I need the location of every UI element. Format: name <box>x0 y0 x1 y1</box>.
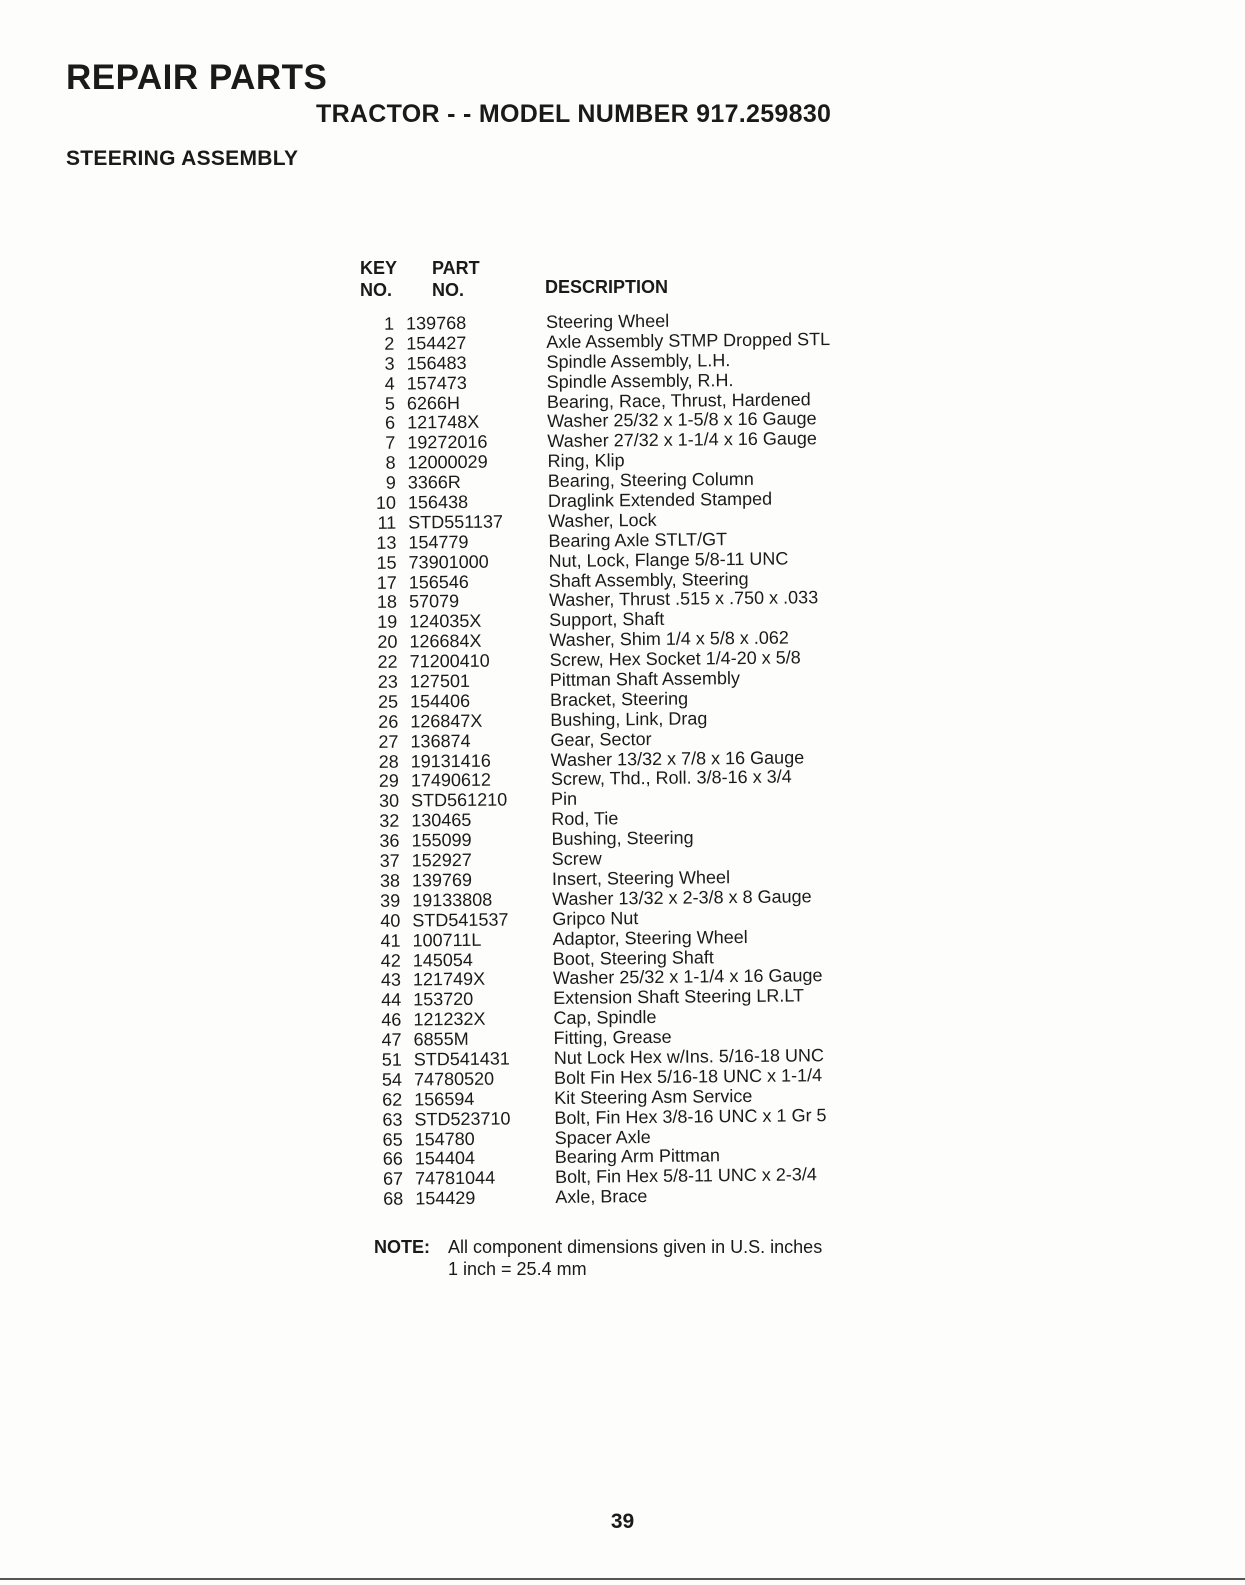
part-key: 26 <box>378 711 399 732</box>
part-key: 13 <box>376 532 397 553</box>
part-number: STD561210 <box>410 789 508 811</box>
part-key: 29 <box>378 771 399 792</box>
parts-row <box>369 1183 909 1209</box>
part-description: Washer, Lock <box>548 509 657 531</box>
part-description: Spindle Assembly, L.H. <box>546 349 731 372</box>
part-number: 19131416 <box>410 750 491 772</box>
part-description: Washer 25/32 x 1-1/4 x 16 Gauge <box>552 965 823 989</box>
part-description: Screw, Thd., Roll. 3/8-16 x 3/4 <box>550 766 792 790</box>
part-number: 154406 <box>409 690 471 712</box>
part-key: 44 <box>381 989 402 1011</box>
part-number: 139768 <box>405 312 467 334</box>
part-description: Gear, Sector <box>550 728 652 750</box>
part-key: 7 <box>385 432 396 454</box>
part-key: 3 <box>384 353 395 374</box>
part-description: Axle, Brace <box>555 1186 648 1208</box>
part-key: 25 <box>377 691 399 712</box>
part-number: 100711L <box>412 929 482 951</box>
part-description: Bolt, Fin Hex 5/8-11 UNC x 2-3/4 <box>554 1164 817 1188</box>
part-number: 6266H <box>406 392 461 414</box>
part-key: 2 <box>384 333 395 354</box>
part-description: Bolt, Fin Hex 3/8-16 UNC x 1 Gr 5 <box>554 1104 827 1128</box>
part-key: 18 <box>376 592 398 613</box>
part-description: Extension Shaft Steering LR.LT <box>553 985 805 1009</box>
part-key: 51 <box>381 1049 402 1070</box>
part-number: STD541537 <box>412 909 509 931</box>
part-number: 19272016 <box>407 432 488 453</box>
note-line2: 1 inch = 25.4 mm <box>448 1259 587 1279</box>
part-number: 57079 <box>408 591 460 612</box>
part-description: Nut Lock Hex w/Ins. 5/16-18 UNC <box>553 1045 825 1068</box>
part-key: 68 <box>383 1188 404 1209</box>
part-number: STD523710 <box>414 1108 511 1130</box>
part-description: Insert, Steering Wheel <box>551 867 731 889</box>
column-header-key-line2: NO. <box>360 280 393 300</box>
part-number: 19133808 <box>412 889 493 911</box>
part-description: Bracket, Steering <box>549 688 689 710</box>
section-heading: STEERING ASSEMBLY <box>66 147 299 170</box>
part-number: 156546 <box>408 571 469 593</box>
part-key: 8 <box>385 452 396 473</box>
column-header-key <box>360 257 397 301</box>
part-description: Washer 25/32 x 1-5/8 x 16 Gauge <box>547 408 817 432</box>
part-key: 67 <box>382 1168 404 1190</box>
part-description: Bearing, Steering Column <box>547 469 754 492</box>
part-number: 156594 <box>414 1088 475 1110</box>
part-number: 139769 <box>411 869 473 891</box>
part-number: 136874 <box>410 730 471 752</box>
part-description: Axle Assembly STMP Dropped STL <box>546 328 831 352</box>
part-number: 156438 <box>407 491 469 513</box>
part-description: Screw, Hex Socket 1/4-20 x 5/8 <box>549 647 801 671</box>
part-number: 17490612 <box>410 770 492 791</box>
part-key: 9 <box>385 472 396 493</box>
column-header-part <box>432 257 480 301</box>
part-number: 73901000 <box>408 551 489 573</box>
part-number: 121748X <box>407 412 480 433</box>
part-number: 154780 <box>414 1128 475 1149</box>
part-number: 145054 <box>412 949 473 970</box>
part-description: Support, Shaft <box>549 609 665 631</box>
part-key: 28 <box>378 751 399 772</box>
part-key: 23 <box>377 671 398 692</box>
part-key: 38 <box>379 870 401 891</box>
part-key: 63 <box>382 1109 403 1130</box>
part-key: 36 <box>379 830 400 851</box>
part-key: 20 <box>377 631 398 653</box>
column-header-part-line2: NO. <box>432 280 465 300</box>
note <box>374 1236 822 1280</box>
part-key: 40 <box>380 910 401 931</box>
part-number: 126847X <box>410 710 483 732</box>
note-line1: All component dimensions given in U.S. inches <box>448 1237 823 1257</box>
model-heading: TRACTOR - - MODEL NUMBER 917.259830 <box>316 100 832 128</box>
part-description: Ring, Klip <box>547 450 625 472</box>
part-number: 74780520 <box>413 1068 495 1090</box>
part-description: Washer 27/32 x 1-1/4 x 16 Gauge <box>547 428 817 452</box>
bottom-rule <box>0 1578 1245 1580</box>
part-number: 157473 <box>406 372 467 394</box>
part-key: 19 <box>377 611 398 633</box>
part-description: Nut, Lock, Flange 5/8-11 UNC <box>548 548 789 571</box>
part-key: 27 <box>378 731 399 752</box>
part-key: 47 <box>381 1029 402 1050</box>
part-description: Fitting, Grease <box>553 1026 672 1049</box>
part-key: 30 <box>378 790 400 812</box>
part-key: 65 <box>382 1129 403 1150</box>
part-description: Washer, Shim 1/4 x 5/8 x .062 <box>549 627 789 651</box>
part-description: Boot, Steering Shaft <box>552 946 714 969</box>
part-key: 42 <box>380 950 401 971</box>
part-key: 10 <box>375 492 397 513</box>
part-key: 54 <box>381 1069 403 1090</box>
part-key: 22 <box>377 651 398 672</box>
part-number: 124035X <box>409 611 482 632</box>
part-number: 74781044 <box>414 1167 496 1189</box>
part-description: Cap, Spindle <box>553 1007 657 1029</box>
column-header-description: DESCRIPTION <box>545 277 669 297</box>
part-key: 15 <box>376 552 397 573</box>
part-description: Pin <box>550 789 578 810</box>
part-number: 6855M <box>413 1028 469 1050</box>
part-description: Washer 13/32 x 2-3/8 x 8 Gauge <box>552 886 812 909</box>
part-description: Rod, Tie <box>551 808 619 830</box>
part-key: 5 <box>384 393 396 414</box>
part-number: 154779 <box>408 531 469 553</box>
part-key: 17 <box>376 572 397 593</box>
part-description: Bushing, Steering <box>551 827 694 850</box>
part-number: 121232X <box>413 1008 486 1030</box>
part-description: Spacer Axle <box>554 1126 651 1148</box>
part-description: Pittman Shaft Assembly <box>549 668 741 691</box>
column-header-part-line1: PART <box>432 258 480 278</box>
part-key: 46 <box>381 1009 402 1030</box>
part-description: Spindle Assembly, R.H. <box>546 369 734 392</box>
part-key: 32 <box>379 810 400 832</box>
part-number: 3366R <box>407 472 461 493</box>
part-key: 1 <box>383 313 395 334</box>
part-description: Shaft Assembly, Steering <box>548 568 749 591</box>
part-key: 6 <box>385 413 396 434</box>
part-key: 43 <box>380 969 402 991</box>
part-key: 66 <box>382 1149 403 1170</box>
part-description: Bearing Arm Pittman <box>554 1145 721 1168</box>
part-description: Bushing, Link, Drag <box>550 708 708 730</box>
part-number: 154427 <box>406 332 467 354</box>
part-key: 39 <box>380 890 401 911</box>
part-description: Adaptor, Steering Wheel <box>552 926 748 949</box>
part-number: 12000029 <box>407 451 488 473</box>
part-key: 4 <box>384 373 395 394</box>
part-number: STD551137 <box>408 511 504 533</box>
page-title: REPAIR PARTS <box>66 58 328 97</box>
part-description: Bearing, Race, Thrust, Hardened <box>546 388 811 412</box>
part-description: Washer 13/32 x 7/8 x 16 Gauge <box>550 746 805 770</box>
part-number: 154404 <box>414 1148 476 1169</box>
part-number: 155099 <box>411 830 472 851</box>
part-number: 126684X <box>409 630 482 652</box>
part-description: Gripco Nut <box>552 907 639 929</box>
part-key: 62 <box>382 1089 403 1110</box>
part-number: 154429 <box>415 1188 476 1209</box>
part-key: 11 <box>377 512 397 533</box>
part-number: 121749X <box>412 969 486 990</box>
part-description: Washer, Thrust .515 x .750 x .033 <box>548 587 819 611</box>
part-description: Kit Steering Asm Service <box>554 1085 753 1108</box>
parts-list <box>360 308 909 1209</box>
note-label: NOTE: <box>374 1237 430 1257</box>
part-description: Bearing Axle STLT/GT <box>548 528 728 551</box>
part-number: STD541431 <box>413 1048 510 1070</box>
part-description: Steering Wheel <box>545 310 670 333</box>
part-number: 152927 <box>411 849 472 871</box>
column-header-key-line1: KEY <box>360 258 398 278</box>
page-number: 39 <box>610 1510 635 1533</box>
part-number: 127501 <box>409 670 471 692</box>
part-key: 37 <box>379 850 400 871</box>
part-description: Draglink Extended Stamped <box>547 488 773 512</box>
part-number: 153720 <box>413 989 474 1010</box>
part-number: 130465 <box>411 810 472 831</box>
part-description: Bolt Fin Hex 5/16-18 UNC x 1-1/4 <box>553 1065 823 1088</box>
part-number: 156483 <box>406 352 467 374</box>
part-key: 41 <box>380 930 401 951</box>
part-description: Screw <box>551 848 602 870</box>
part-number: 71200410 <box>409 650 490 672</box>
